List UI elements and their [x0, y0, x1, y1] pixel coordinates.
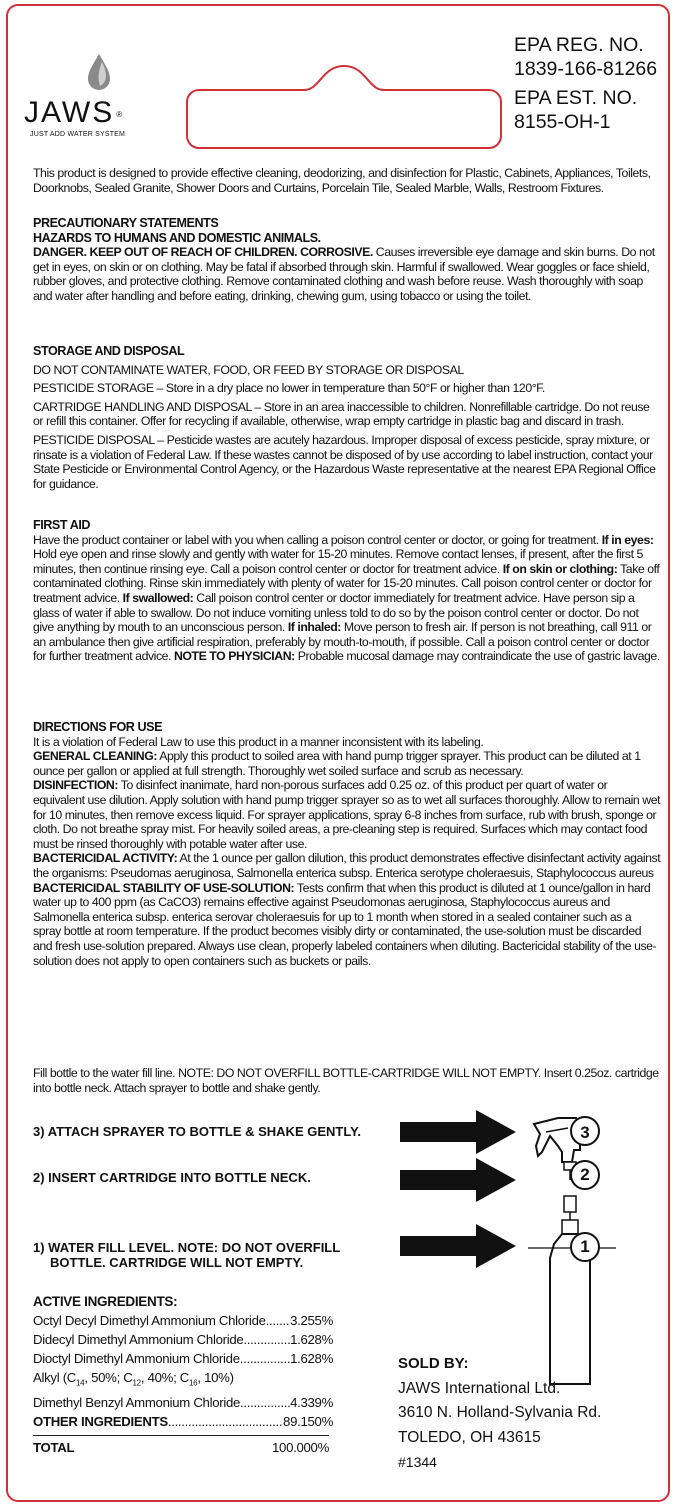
- brand-logo: [24, 52, 174, 138]
- storage-line: PESTICIDE STORAGE – Store in a dry place no lower in temperature than 50°F or higher than 120°F.: [33, 381, 545, 396]
- intro-text: This product is designed to provide effective cleaning, deodorizing, and disinfection for Plastic, Cabinets, Appliances, Toilets, Doorknobs, Sealed Granite, Shower Doors and Curtains, Porcelain Tile, Sealed Marble, Walls, Restroom Fixtures.: [33, 166, 651, 195]
- total-row: TOTAL 100.000%: [33, 1439, 329, 1455]
- ingredient-alkyl: Alkyl ($C_{14}$, 50%; $C_{12}$, 40%; $C_{16}$, 10%): [33, 1370, 234, 1388]
- arrow-right-icon: [400, 1158, 516, 1202]
- step-badge-2: 2: [570, 1160, 600, 1190]
- disinfection-text: DISINFECTION: To disinfect inanimate, hard non-porous surfaces add 0.25 oz. of this product per quart of water or equivalent use dilution. Apply solution with hand pump trigger sprayer so as to wet all surfaces thoroughly. Allow to remain wet for 10 minutes, then remove excess liquid. For sprayer applications, spray 6-8 inches from surface, rub with brush, sponge or cloth. Do not breathe spray mist. For heavily soiled areas, a pre-cleaning step is required. Surfaces which may contact food must be rinsed thoroughly with potable water after use.: [33, 778, 661, 851]
- ingredients-section: [33, 1292, 333, 1457]
- storage-line: DO NOT CONTAMINATE WATER, FOOD, OR FEED BY STORAGE OR DISPOSAL: [33, 362, 464, 377]
- company-name: JAWS International Ltd.: [398, 1379, 561, 1397]
- other-ingredients-row: OTHER INGREDIENTS ..... 89.150%: [33, 1412, 333, 1431]
- brand-tagline: JUST ADD WATER SYSTEM: [30, 131, 126, 138]
- epa-registration: [514, 34, 657, 134]
- precautionary-section: [33, 216, 661, 304]
- sold-by-section: [398, 1352, 601, 1475]
- precautionary-heading: PRECAUTIONARY STATEMENTS: [33, 216, 219, 230]
- first-aid-section: [33, 518, 661, 664]
- water-drop-icon: [86, 52, 112, 92]
- storage-section: [33, 344, 661, 491]
- fill-note: [33, 1066, 661, 1095]
- danger-paragraph: DANGER. KEEP OUT OF REACH OF CHILDREN. CORROSIVE. Causes irreversible eye damage and skin burns. Do not get in eyes, on skin or on clothing. May be fatal if absorbed through skin. Harmful if swallowed. Wear goggles or face shield, rubber gloves, and protective clothing. Remove contaminated clothing and wash before reuse. Wash thoroughly with soap and water after handling and before eating, drinking, chewing gum, using tobacco or using the toilet.: [33, 245, 655, 303]
- step-2-label: 2) INSERT CARTRIDGE INTO BOTTLE NECK.: [33, 1170, 311, 1185]
- city-state-zip: TOLEDO, OH 43615: [398, 1428, 541, 1446]
- sold-by-label: SOLD BY:: [398, 1355, 469, 1372]
- ingredient-row: Didecyl Dimethyl Ammonium Chloride ..... 1.628%: [33, 1330, 333, 1349]
- street-address: 3610 N. Holland-Sylvania Rd.: [398, 1404, 602, 1421]
- directions-section: [33, 720, 661, 968]
- first-aid-text: Have the product container or label with you when calling a poison control center or doctor, or going for treatment. If in eyes: Hold eye open and rinse slowly and gently with water for 15-20 minutes. Remove contact lenses, if present, after the first 5 minutes, then continue rinsing eye. Call a poison control center or doctor for treatment advice. If on skin or clothing: Take off contaminated clothing. Rinse skin immediately with plenty of water for 15-20 minutes. Call poison control center or doctor for treatment advice. If swallowed: Call poison control center or doctor immediately for treatment advice. Have person sip a glass of water if able to swallow. Do not induce vomiting unless told to do so by the poison control center or doctor. Do not give anything by mouth to an unconscious person. If inhaled: Move person to fresh air. If person is not breathing, call 911 or an ambulance then give artificial respiration, preferably by mouth-to-mouth, if possible. Call a poison control center or doctor for further treatment advice. NOTE TO PHYSICIAN: Probable mucosal damage may contraindicate the use of gastric lavage.: [33, 532, 660, 664]
- step-badge-1: 1: [570, 1232, 600, 1262]
- first-aid-heading: FIRST AID: [33, 518, 91, 532]
- fill-note-text: Fill bottle to the water fill line. NOTE: DO NOT OVERFILL BOTTLE-CARTRIDGE WILL NOT EMPTY. Insert 0.25oz. cartridge into bottle neck. Attach sprayer to bottle and shake gently.: [33, 1066, 659, 1095]
- epa-est-label: EPA EST. NO.: [514, 87, 638, 109]
- ingredients-heading: ACTIVE INGREDIENTS:: [33, 1294, 178, 1309]
- brand-wordmark: JAWS ®: [24, 96, 125, 129]
- step-badge-3: 3: [570, 1116, 600, 1146]
- general-cleaning-text: GENERAL CLEANING: Apply this product to soiled area with hand pump trigger sprayer. This product can be diluted at 1 ounce per gallon or applied at full strength. Thoroughly wet soiled surface and scrub as necessary.: [33, 749, 641, 778]
- epa-est-number: 8155-OH-1: [514, 110, 611, 133]
- arrow-right-icon: [400, 1110, 516, 1154]
- bactericidal-activity-text: BACTERICIDAL ACTIVITY: At the 1 ounce per gallon dilution, this product demonstrates effective disinfectant activity against the organisms: Pseudomas aeruginosa, Salmonella enterica subsp. Enterica serotype choleraesuis, Staphylococcus aureus: [33, 851, 661, 880]
- arrow-right-icon: [400, 1224, 516, 1268]
- product-code: #1344: [398, 1454, 437, 1470]
- storage-line: PESTICIDE DISPOSAL – Pesticide wastes are acutely hazardous. Improper disposal of excess pesticide, spray mixture, or rinsate is a violation of Federal Law. If these wastes cannot be disposed of by use according to label instruction, contact your State Pesticide or Environmental Control Agency, or the Hazardous Waste representative at the nearest EPA Regional Office for guidance.: [33, 432, 656, 491]
- intro-section: [33, 166, 661, 195]
- step-3-label: 3) ATTACH SPRAYER TO BOTTLE & SHAKE GENTLY.: [33, 1124, 361, 1139]
- step-1-label: 1) WATER FILL LEVEL. NOTE: DO NOT OVERFILL BOTTLE. CARTRIDGE WILL NOT EMPTY.: [33, 1240, 341, 1270]
- violation-text: It is a violation of Federal Law to use this product in a manner inconsistent with its labeling.: [33, 734, 484, 749]
- hang-tab-outline: [184, 56, 504, 156]
- epa-reg-label: EPA REG. NO.: [514, 34, 644, 56]
- ingredient-row: Dioctyl Dimethyl Ammonium Chloride ..... 1.628%: [33, 1349, 333, 1368]
- storage-line: CARTRIDGE HANDLING AND DISPOSAL – Store in an area inaccessible to children. Nonrefillable cartridge. Do not reuse or refill this container. Offer for recycling if available, otherwise, wrap empty cartridge in plastic bag and discard in trash.: [33, 399, 650, 429]
- ingredient-row: Dimethyl Benzyl Ammonium Chloride ..... 4.339%: [33, 1393, 333, 1412]
- ingredient-row: Octyl Decyl Dimethyl Ammonium Chloride ..... 3.255%: [33, 1311, 333, 1330]
- directions-heading: DIRECTIONS FOR USE: [33, 720, 163, 734]
- bactericidal-stability-text: BACTERICIDAL STABILITY OF USE-SOLUTION: Tests confirm that when this product is diluted at 1 ounce/gallon in hard water up to 400 ppm (as CaCO3) remains effective against Pseudomonas aeruginosa, Staphylococcus aureus and Salmonella enterica subsp. enterica serovar choleraesuis for up to 1 month when stored in a sealed container such as a spray bottle at room temperature. If the product becomes visibly dirty or contaminated, the use-solution must be discarded and fresh use-solution prepared. Always use clean, properly labeled containers when diluting. Bactericidal stability of the use-solution does not apply to open containers such as buckets or pails.: [33, 880, 657, 968]
- hazards-subheading: HAZARDS TO HUMANS AND DOMESTIC ANIMALS.: [33, 230, 321, 245]
- storage-heading: STORAGE AND DISPOSAL: [33, 344, 185, 358]
- epa-reg-number: 1839-166-81266: [514, 57, 658, 80]
